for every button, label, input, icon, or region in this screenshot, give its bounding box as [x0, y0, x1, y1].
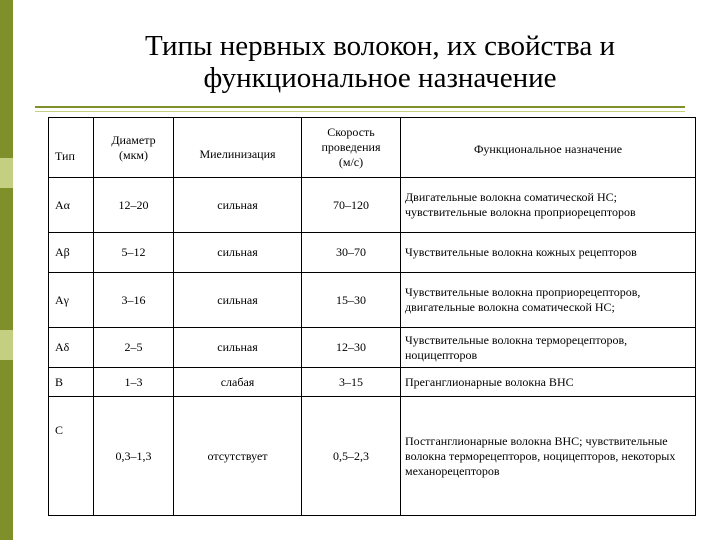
accent-bar-segment [0, 0, 13, 158]
cell-type: Aγ [49, 273, 94, 328]
cell-myelination: сильная [174, 178, 302, 233]
cell-type: B [49, 368, 94, 397]
title-divider-secondary [35, 111, 685, 112]
cell-diameter: 3–16 [94, 273, 174, 328]
cell-diameter: 0,3–1,3 [94, 397, 174, 516]
accent-bar-segment [0, 330, 13, 360]
cell-type: Aβ [49, 233, 94, 273]
cell-function: Чувствительные волокна кожных рецепторов [401, 233, 696, 273]
slide-title: Типы нервных волокон, их свойства и функциональное назначение [145, 30, 615, 94]
cell-diameter: 1–3 [94, 368, 174, 397]
cell-speed: 70–120 [302, 178, 401, 233]
accent-bar-segment [0, 360, 13, 540]
header-myelination: Миелинизация [174, 118, 302, 178]
cell-myelination: отсутствует [174, 397, 302, 516]
cell-speed: 0,5–2,3 [302, 397, 401, 516]
header-speed: Скорость проведения (м/с) [302, 118, 401, 178]
cell-speed: 15–30 [302, 273, 401, 328]
cell-myelination: сильная [174, 328, 302, 368]
cell-speed: 30–70 [302, 233, 401, 273]
cell-diameter: 12–20 [94, 178, 174, 233]
table-row [49, 233, 696, 273]
table-row [49, 397, 696, 516]
fiber-types-table [48, 117, 696, 516]
cell-function: Чувствительные волокна проприорецепторов, двигательные волокна соматической НС; [401, 273, 696, 328]
cell-speed: 3–15 [302, 368, 401, 397]
cell-diameter: 2–5 [94, 328, 174, 368]
table-row [49, 178, 696, 233]
table-row [49, 328, 696, 368]
table-header-row [49, 118, 696, 178]
table-row [49, 368, 696, 397]
accent-bar-segment [0, 188, 13, 330]
header-diameter: Диаметр (мкм) [94, 118, 174, 178]
cell-type: Aδ [49, 328, 94, 368]
cell-function: Двигательные волокна соматической НС; чувствительные волокна проприорецепторов [401, 178, 696, 233]
cell-function: Преганглионарные волокна ВНС [401, 368, 696, 397]
cell-function: Чувствительные волокна терморецепторов, ноцицепторов [401, 328, 696, 368]
cell-diameter: 5–12 [94, 233, 174, 273]
header-function: Функциональное назначение [401, 118, 696, 178]
title-divider [35, 106, 685, 108]
cell-myelination: слабая [174, 368, 302, 397]
accent-bar-segment [0, 158, 13, 188]
cell-speed: 12–30 [302, 328, 401, 368]
cell-type: C [49, 397, 94, 516]
table-row [49, 273, 696, 328]
cell-function: Постганглионарные волокна ВНС; чувствительные волокна терморецепторов, ноцицепторов, некоторых механорецепторов [401, 397, 696, 516]
cell-type: Aα [49, 178, 94, 233]
cell-myelination: сильная [174, 233, 302, 273]
header-type: Тип [49, 118, 94, 178]
cell-myelination: сильная [174, 273, 302, 328]
